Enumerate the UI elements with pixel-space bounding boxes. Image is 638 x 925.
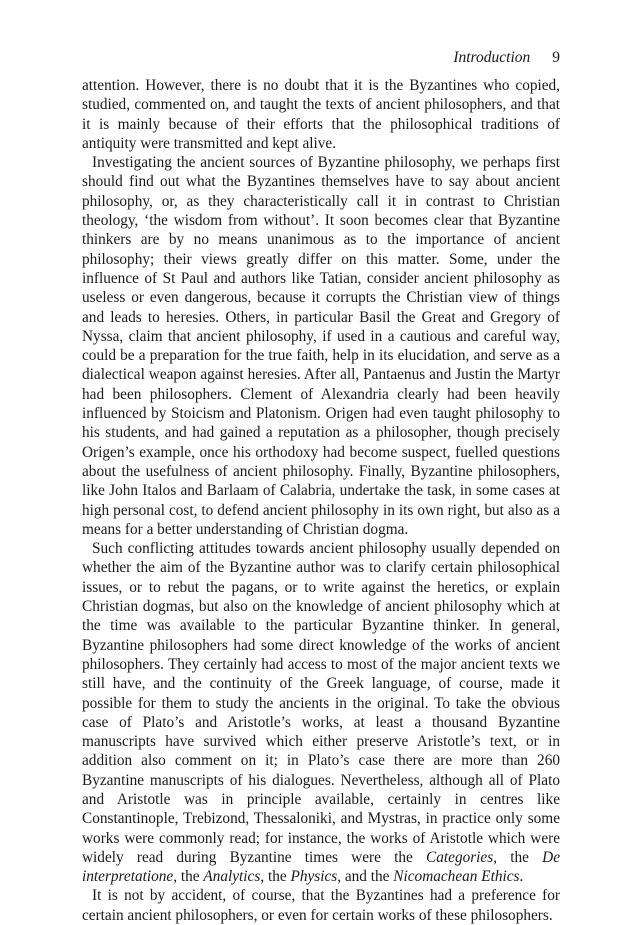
- running-head-title: Introduction: [453, 49, 531, 66]
- paragraph-continuation: attention. However, there is no doubt that it is the Byzantines who copied, studied, commented on, and taught the texts of ancient philosophers, and that it is mainly because of their efforts that the philosophical traditions of antiquity were transmitted and kept alive.: [82, 77, 560, 152]
- paragraph-text: Such conflicting attitudes towards ancient philosophy usually depended on whether the aim of the Byzantine author was to clarify certain philosophical issues, or to rebut the pagans, or to write against the heretics, or explain Christian dogmas, but also on the knowledge of ancient philosophy which at the time was available to the particular Byzantine thinker. In general, Byzantine philosophers had some direct knowledge of the works of ancient philosophers. They certainly had access to most of the major ancient texts we still have, and the continuity of the Greek language, of course, made it possible for them to study the ancients in the original. To take the obvious case of Plato’s and Aristotle’s works, at least a thousand Byzantine manuscripts have survived which either preserve Aristotle’s text, or in addition also comment on it; in Plato’s case there are more than 260 Byzantine manuscripts of his dialogues. Nevertheless, although all of Plato and Aristotle was in principle available, certainly in centres like Constantinople, Trebizond, Thessaloniki, and Mystras, in practice only some works were commonly read; for instance, the works of Aristotle which were widely read during Byzantine times were the: [82, 540, 560, 866]
- separator-text: , the: [493, 848, 543, 866]
- work-title: Nicomachean Ethics: [393, 868, 520, 886]
- work-title: De interpretatione: [82, 848, 560, 886]
- separator-text: , the: [260, 868, 291, 886]
- page-number: 9: [552, 49, 560, 66]
- book-page: [82, 48, 560, 925]
- separator-text: , and the: [337, 868, 394, 886]
- body-text: [82, 76, 560, 925]
- work-title: Physics: [290, 868, 338, 886]
- separator-text: .: [519, 868, 524, 886]
- paragraph-preference: It is not by accident, of course, that the Byzantines had a preference for certain ancient philosophers, or even for certain works of these philosophers.: [82, 887, 560, 924]
- running-head: [82, 48, 560, 72]
- work-title: Categories: [426, 848, 494, 866]
- paragraph-ancient-sources: Investigating the ancient sources of Byzantine philosophy, we perhaps first should find out what the Byzantines themselves have to say about ancient philosophy, or, as they characteristically call it in contrast to Christian theology, ‘the wisdom from without’. It soon becomes clear that Byzantine thinkers are by no means unanimous as to the importance of ancient philosophy; their views greatly differ on this matter. Some, under the influence of St Paul and authors like Tatian, consider ancient philosophy as useless or even dangerous, because it corrupts the Christian view of things and leads to heresies. Others, in particular Basil the Great and Gregory of Nyssa, claim that ancient philosophy, if used in a cautious and careful way, could be a preparation for the true faith, help in its elucidation, and serve as a dialectical weapon against heresies. After all, Pantaenus and Justin the Martyr had been philosophers. Clement of Alexandria clearly had been heavily influenced by Stoicism and Platonism. Origen had even taught philosophy to his students, and had gained a reputation as a philosopher, though precisely Origen’s example, once his orthodoxy had become suspect, fuelled questions about the usefulness of ancient philosophy. Finally, Byzantine philosophers, like John Italos and Barlaam of Calabria, undertake the task, in some cases at high personal cost, to defend ancient philosophy in its own right, but also as a means for a better understanding of Christian dogma.: [82, 154, 560, 538]
- work-title: Analytics: [203, 868, 261, 886]
- separator-text: , the: [173, 868, 204, 886]
- paragraph-conflicting-attitudes: [82, 539, 560, 886]
